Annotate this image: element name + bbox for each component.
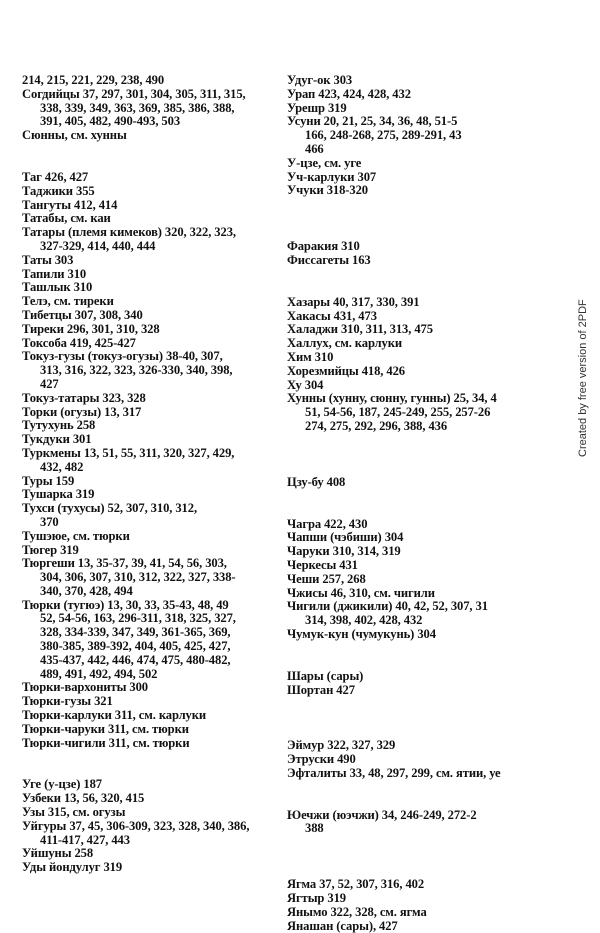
- index-entry-heading: Ташлык 310: [22, 280, 93, 295]
- index-entry: [287, 670, 527, 684]
- index-entry-continuation: 274, 275, 292, 296, 388, 436: [305, 418, 448, 433]
- index-entry: [22, 820, 280, 848]
- index-entry: [22, 447, 280, 475]
- index-entry: [287, 74, 527, 88]
- index-entry-heading: Халлух, см. карлуки: [287, 336, 403, 351]
- index-entry: [287, 337, 527, 351]
- index-entry: [287, 559, 527, 573]
- index-entry-heading: Ягтыр 319: [287, 891, 346, 906]
- index-entry-heading: Токсоба 419, 425-427: [22, 335, 136, 350]
- index-entry-heading: Хорезмийцы 418, 426: [287, 363, 405, 378]
- index-entry-heading: Фиссагеты 163: [287, 252, 371, 267]
- index-entry: [22, 199, 280, 213]
- index-entry: [287, 184, 527, 198]
- index-entry-heading: Тапили 310: [22, 266, 87, 281]
- index-entry-heading: Хакасы 431, 473: [287, 308, 377, 323]
- index-entry: [287, 102, 527, 116]
- index-entry-heading: Тюрки-гузы 321: [22, 694, 113, 709]
- index-entry-heading: Ягма 37, 52, 307, 316, 402: [287, 877, 425, 892]
- index-entry: [287, 628, 527, 642]
- index-entry-continuation: 388: [305, 821, 324, 836]
- index-entry-heading: Тухси (тухусы) 52, 307, 310, 312,: [22, 501, 198, 516]
- index-entry: [287, 518, 527, 532]
- index-entry-continuation: 427: [40, 376, 59, 391]
- index-entry: [22, 337, 280, 351]
- index-entry-heading: Фаракия 310: [287, 239, 360, 254]
- index-entry-heading: Телэ, см. тиреки: [22, 294, 114, 309]
- index-entry: [22, 695, 280, 709]
- index-entry: [287, 392, 527, 433]
- index-entry: [287, 296, 527, 310]
- index-entry-continuation: 52, 54-56, 163, 296-311, 318, 325, 327,: [40, 611, 236, 626]
- index-entry: [22, 681, 280, 695]
- index-entry-heading: Тюрки-чаруки 311, см. тюрки: [22, 721, 189, 736]
- index-entry-heading: Тюгер 319: [22, 542, 79, 557]
- index-entry: [287, 920, 527, 933]
- index-entry: [287, 310, 527, 324]
- index-entry: [22, 433, 280, 447]
- index-entry-heading: Чаруки 310, 314, 319: [287, 544, 401, 559]
- index-entry: [22, 419, 280, 433]
- index-entry-heading: Черкесы 431: [287, 557, 358, 572]
- index-entry-continuation: 340, 370, 428, 494: [40, 583, 133, 598]
- index-entry-heading: Эфталиты 33, 48, 297, 299, см. ятии, уе: [287, 765, 501, 780]
- index-entry-heading: 214, 215, 221, 229, 238, 490: [22, 73, 165, 87]
- index-entry-heading: Туры 159: [22, 473, 75, 488]
- index-entry: [287, 476, 527, 490]
- index-entry-heading: Чапши (чэбиши) 304: [287, 530, 404, 545]
- index-entry: [22, 295, 280, 309]
- watermark: Created by free version of 2PDF: [577, 299, 589, 457]
- index-entry-heading: Цзу-бу 408: [287, 474, 346, 489]
- index-entry-heading: Тушэюе, см. тюрки: [22, 528, 130, 543]
- index-entry-heading: Уды йондулуг 319: [22, 860, 123, 875]
- index-entry: [22, 392, 280, 406]
- index-entry: [22, 323, 280, 337]
- index-entry-heading: Сюнны, см. хунны: [22, 128, 127, 143]
- index-entry-heading: Тибетцы 307, 308, 340: [22, 307, 143, 322]
- index-entry-continuation: 391, 405, 482, 490-493, 503: [40, 114, 181, 129]
- index-entry: [287, 323, 527, 337]
- index-entry-heading: Тюрки-вархониты 300: [22, 680, 148, 695]
- index-entry-heading: Ху 304: [287, 377, 324, 392]
- index-entry-heading: Татары (племя кимеков) 320, 322, 323,: [22, 225, 236, 240]
- index-entry-heading: Узбеки 13, 56, 320, 415: [22, 791, 145, 806]
- index-entry: [287, 684, 527, 698]
- index-entry-heading: Уге (у-цзе) 187: [22, 777, 102, 792]
- index-entry-continuation: 51, 54-56, 187, 245-249, 255, 257-26: [305, 405, 491, 420]
- index-entry: [287, 365, 527, 379]
- index-entry-heading: Тукдуки 301: [22, 432, 92, 447]
- index-entry-continuation: 304, 306, 307, 310, 312, 322, 327, 338-: [40, 570, 236, 585]
- index-entry-heading: Тангуты 412, 414: [22, 197, 118, 212]
- index-entry: [22, 557, 280, 598]
- index-entry-heading: Тюрки-карлуки 311, см. карлуки: [22, 708, 207, 723]
- index-entry-heading: Таг 426, 427: [22, 169, 89, 184]
- index-entry: [22, 350, 280, 391]
- index-entry: [22, 792, 280, 806]
- index-entry-heading: Эймур 322, 327, 329: [287, 738, 396, 753]
- index-entry: [22, 281, 280, 295]
- index-entry-heading: Халаджи 310, 311, 313, 475: [287, 322, 433, 337]
- index-entry: [22, 475, 280, 489]
- index-entry: [22, 737, 280, 751]
- index-entry: [22, 185, 280, 199]
- index-entry: [22, 847, 280, 861]
- index-entry-heading: Шортан 427: [287, 682, 355, 697]
- index-entry: [287, 809, 527, 837]
- index-entry: [287, 157, 527, 171]
- index-entry-heading: Туркмены 13, 51, 55, 311, 320, 327, 429,: [22, 445, 235, 460]
- index-entry: [22, 861, 280, 875]
- index-entry-heading: Урап 423, 424, 428, 432: [287, 86, 411, 101]
- index-entry-heading: Чагра 422, 430: [287, 516, 368, 531]
- index-entry: [287, 254, 527, 268]
- index-entry: [287, 906, 527, 920]
- index-entry: [287, 753, 527, 767]
- index-entry: [22, 599, 280, 682]
- index-entry-heading: Токуз-татары 323, 328: [22, 390, 146, 405]
- index-entry: [22, 502, 280, 530]
- index-entry-heading: Уч-карлуки 307: [287, 169, 377, 184]
- index-entry: [287, 573, 527, 587]
- index-entry-continuation: 380-385, 389-392, 404, 405, 425, 427,: [40, 639, 231, 654]
- index-entry: [287, 115, 527, 156]
- index-entry-continuation: 328, 334-339, 347, 349, 361-365, 369,: [40, 625, 231, 640]
- index-entry-continuation: 338, 339, 349, 363, 369, 385, 386, 388,: [40, 100, 235, 115]
- index-entry-heading: Татабы, см. каи: [22, 211, 111, 226]
- index-entry-heading: У-цзе, см. уге: [287, 155, 362, 170]
- index-entry-continuation: 166, 248-268, 275, 289-291, 43: [305, 128, 462, 143]
- index-entry: [287, 767, 527, 781]
- index-entry: [22, 74, 280, 88]
- index-entry: [22, 254, 280, 268]
- index-entry: [287, 88, 527, 102]
- index-entry: [22, 406, 280, 420]
- index-entry-continuation: 370: [40, 514, 59, 529]
- index-entry-heading: Чжисы 46, 310, см. чигили: [287, 585, 435, 600]
- index-entry-heading: Юечжи (юэчжи) 34, 246-249, 272-2: [287, 807, 477, 822]
- index-entry-heading: Чигили (джикили) 40, 42, 52, 307, 31: [287, 599, 488, 614]
- index-entry: [287, 171, 527, 185]
- index-entry: [22, 723, 280, 737]
- index-entry: [22, 806, 280, 820]
- index-entry: [287, 739, 527, 753]
- index-entry-heading: Согдийцы 37, 297, 301, 304, 305, 311, 315,: [22, 86, 246, 101]
- index-entry-heading: Хунны (хунну, сюнну, гунны) 25, 34, 4: [287, 391, 497, 406]
- index-entry-heading: Торки (огузы) 13, 317: [22, 404, 142, 419]
- index-entry-heading: Чеши 257, 268: [287, 571, 366, 586]
- index-entry: [22, 171, 280, 185]
- index-entry: [22, 488, 280, 502]
- index-entry-heading: Таджики 355: [22, 183, 95, 198]
- index-column-left: [22, 74, 280, 875]
- index-entry-heading: Учуки 318-320: [287, 183, 368, 198]
- index-entry-heading: Урешр 319: [287, 100, 347, 115]
- index-entry-heading: Тушарка 319: [22, 487, 95, 502]
- index-entry-continuation: 411-417, 427, 443: [40, 832, 130, 847]
- index-entry: [287, 600, 527, 628]
- index-entry-heading: Токуз-гузы (токуз-огузы) 38-40, 307,: [22, 349, 223, 364]
- index-entry: [287, 878, 527, 892]
- index-entry-heading: Тутухунь 258: [22, 418, 96, 433]
- index-entry: [22, 709, 280, 723]
- index-entry-heading: Янашан (сары), 427: [287, 918, 398, 933]
- index-entry-heading: Уйгуры 37, 45, 306-309, 323, 328, 340, 386,: [22, 818, 250, 833]
- index-entry: [22, 268, 280, 282]
- index-entry-heading: Уйшуны 258: [22, 846, 94, 861]
- index-entry-heading: Усуни 20, 21, 25, 34, 36, 48, 51-5: [287, 114, 458, 129]
- index-entry-heading: Тюрки-чигили 311, см. тюрки: [22, 735, 190, 750]
- index-entry-heading: Таты 303: [22, 252, 74, 267]
- index-entry-heading: Узы 315, см. огузы: [22, 805, 126, 820]
- index-entry: [22, 88, 280, 129]
- index-entry-continuation: 432, 482: [40, 459, 84, 474]
- index-entry-continuation: 489, 491, 492, 494, 502: [40, 666, 158, 681]
- index-entry: [287, 531, 527, 545]
- index-entry-continuation: 314, 398, 402, 428, 432: [305, 613, 423, 628]
- index-entry: [287, 351, 527, 365]
- index-entry-heading: Шары (сары): [287, 668, 364, 683]
- index-entry: [22, 226, 280, 254]
- index-entry-heading: Тиреки 296, 301, 310, 328: [22, 321, 160, 336]
- index-entry-heading: Хим 310: [287, 349, 334, 364]
- index-column-right: [287, 74, 527, 933]
- index-entry: [287, 892, 527, 906]
- index-entry: [22, 544, 280, 558]
- index-entry-continuation: 313, 316, 322, 323, 326-330, 340, 398,: [40, 363, 233, 378]
- index-entry: [287, 240, 527, 254]
- index-entry: [22, 309, 280, 323]
- index-entry-heading: Чумук-кун (чумукунь) 304: [287, 626, 436, 641]
- index-entry-continuation: 327-329, 414, 440, 444: [40, 238, 156, 253]
- index-entry-heading: Янымо 322, 328, см. ягма: [287, 904, 427, 919]
- index-entry: [22, 778, 280, 792]
- index-entry: [287, 545, 527, 559]
- index-entry: [22, 212, 280, 226]
- index-entry-heading: Удуг-ок 303: [287, 73, 353, 87]
- index-entry-continuation: 435-437, 442, 446, 474, 475, 480-482,: [40, 652, 231, 667]
- index-entry-heading: Этруски 490: [287, 752, 356, 767]
- index-entry: [287, 379, 527, 393]
- index-entry-continuation: 466: [305, 141, 324, 156]
- index-entry: [287, 587, 527, 601]
- index-entry: [22, 530, 280, 544]
- index-entry: [22, 129, 280, 143]
- index-entry-heading: Хазары 40, 317, 330, 391: [287, 294, 420, 309]
- index-entry-heading: Тюрки (тугюэ) 13, 30, 33, 35-43, 48, 49: [22, 597, 229, 612]
- index-entry-heading: Тюргеши 13, 35-37, 39, 41, 54, 56, 303,: [22, 556, 227, 571]
